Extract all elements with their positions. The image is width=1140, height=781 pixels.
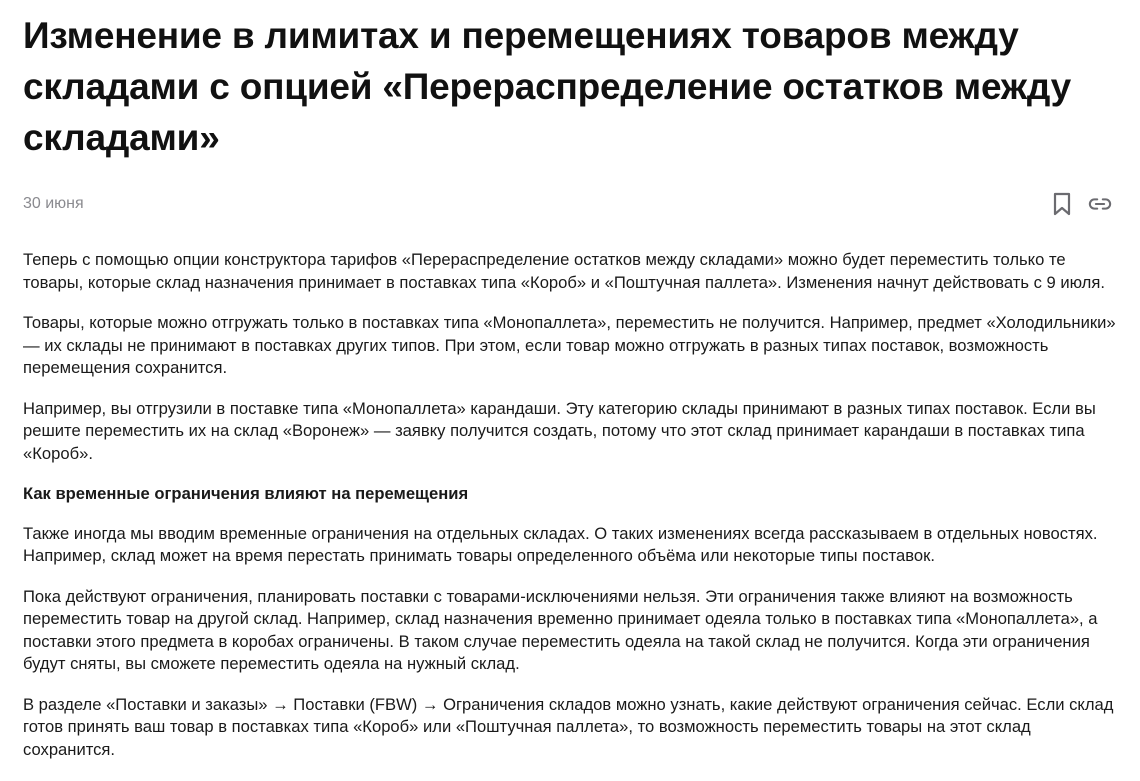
paragraph: Пока действуют ограничения, планировать поставки с товарами-исключениями нельзя. Эти ограничения также влияют на возможность переместить товар на другой склад. Например, склад назначения временно принимает одеяла только в поставках типа «Монопаллета», а поставки этого предмета в коробах ограничены. В таком случае переместить одеяла на такой склад не получится. Когда эти ограничения будут сняты, вы сможете переместить одеяла на нужный склад. <box>23 586 1098 673</box>
paragraph: Например, вы отгрузили в поставке типа «Монопаллета» карандаши. Эту категорию склады принимают в разных типах поставок. Если вы решите переместить их на склад «Воронеж» — заявку получится создать, потому что этот склад принимает карандаши в поставках типа «Короб». <box>23 398 1096 463</box>
article-body <box>23 249 1118 761</box>
paragraph: В разделе «Поставки и заказы» → Поставки (FBW) → Ограничения складов можно узнать, какие действуют ограничения сейчас. Если склад готов принять ваш товар в поставках типа «Короб» или «Поштучная паллета», то возможность переместить товары на этот склад сохранится. <box>23 694 1114 759</box>
article-date: 30 июня <box>23 195 84 212</box>
paragraph: Теперь с помощью опции конструктора тарифов «Перераспределение остатков между складами» можно будет переместить только те товары, которые склад назначения принимает в поставках типа «Короб» и «Поштучная паллета». Изменения начнут действовать с 9 июля. <box>23 250 1105 292</box>
link-icon[interactable] <box>1088 192 1112 216</box>
section-heading: Как временные ограничения влияют на перемещения <box>23 484 469 503</box>
paragraph: Товары, которые можно отгружать только в поставках типа «Монопаллета», переместить не получится. Например, предмет «Холодильники» — их склады не принимают в поставках других типов. При этом, если товар можно отгружать в разных типах поставок, возможность перемещения сохранится. <box>23 313 1116 377</box>
article-meta <box>23 189 1118 219</box>
bookmark-icon[interactable] <box>1050 192 1074 216</box>
article-actions <box>1050 192 1112 216</box>
article-title: Изменение в лимитах и перемещениях товаров между складами с опцией «Перераспределение остатков между складами» <box>23 15 1071 158</box>
paragraph: Также иногда мы вводим временные ограничения на отдельных складах. О таких изменениях всегда рассказываем в отдельных новостях. Например, склад может на время перестать принимать товары определенного объёма или некоторые типы поставок. <box>23 523 1098 565</box>
